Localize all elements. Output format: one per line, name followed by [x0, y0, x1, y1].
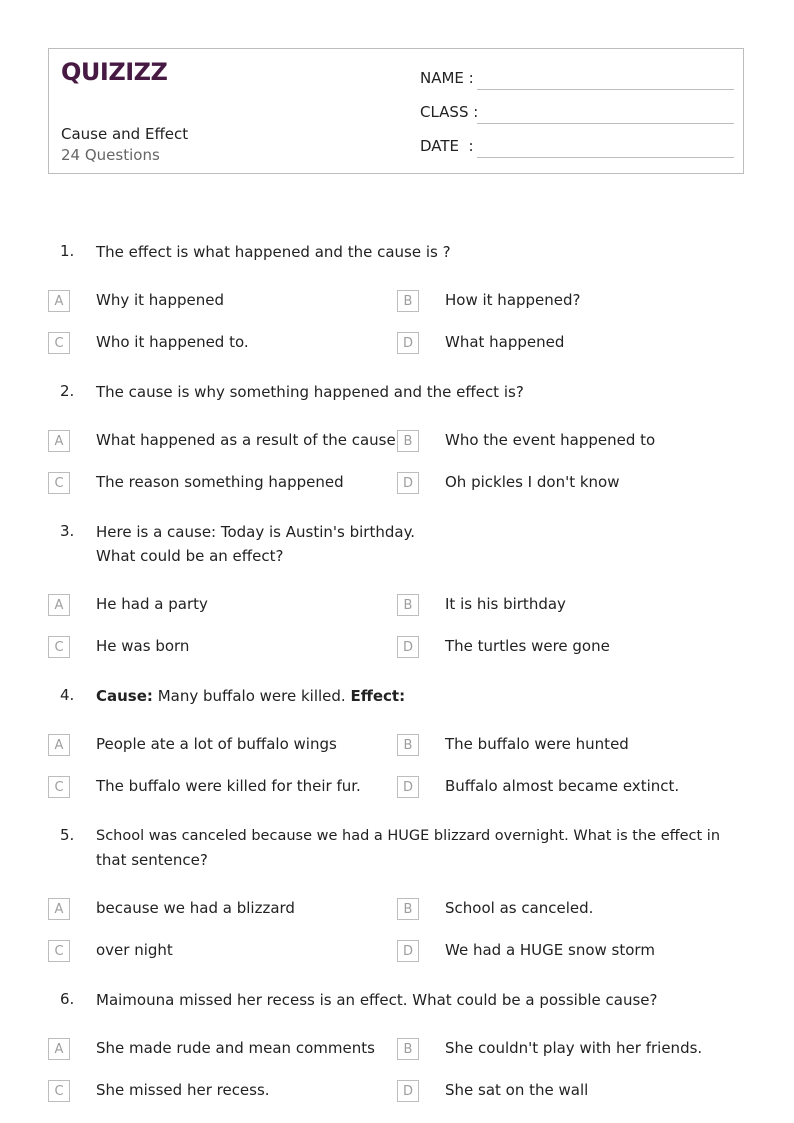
question-text-line-2: that sentence?: [96, 851, 208, 869]
option-text: School as canceled.: [445, 899, 594, 917]
option-letter: D: [397, 940, 419, 962]
option-letter: C: [48, 1080, 70, 1102]
option-letter: B: [397, 594, 419, 616]
option-text: What happened: [445, 333, 565, 351]
option-text: It is his birthday: [445, 595, 566, 613]
option-text: Who the event happened to: [445, 431, 656, 449]
question-number: 4.: [60, 686, 75, 704]
question-number: 3.: [60, 522, 75, 540]
option-text: How it happened?: [445, 291, 581, 309]
option-letter: C: [48, 332, 70, 354]
option-letter: B: [397, 1038, 419, 1060]
option-letter: A: [48, 430, 70, 452]
name-label: NAME :: [420, 69, 474, 87]
class-label: CLASS :: [420, 103, 479, 121]
option-letter: B: [397, 898, 419, 920]
worksheet-header: [48, 48, 744, 174]
option-letter: B: [397, 734, 419, 756]
option-text: People ate a lot of buffalo wings: [96, 735, 337, 753]
name-line[interactable]: [477, 89, 734, 90]
question-text: [96, 684, 736, 708]
option-text: because we had a blizzard: [96, 899, 295, 917]
option-letter: A: [48, 734, 70, 756]
option-letter: A: [48, 898, 70, 920]
option-text: He was born: [96, 637, 190, 655]
worksheet-title: Cause and Effect: [61, 125, 189, 143]
date-label: DATE :: [420, 137, 474, 155]
option-letter: D: [397, 636, 419, 658]
option-letter: C: [48, 472, 70, 494]
option-letter: D: [397, 332, 419, 354]
option-text: Buffalo almost became extinct.: [445, 777, 680, 795]
name-field[interactable]: [420, 69, 734, 91]
cause-label: Cause:: [96, 687, 153, 705]
option-letter: B: [397, 290, 419, 312]
option-letter: D: [397, 472, 419, 494]
class-field[interactable]: [420, 103, 734, 125]
question-count: 24 Questions: [61, 146, 160, 164]
question-text: The effect is what happened and the cause is ?: [96, 243, 451, 261]
quizizz-logo: QUIZIZZ: [61, 58, 168, 86]
option-text: The buffalo were hunted: [445, 735, 629, 753]
option-text: The turtles were gone: [445, 637, 610, 655]
option-letter: C: [48, 776, 70, 798]
option-text: We had a HUGE snow storm: [445, 941, 655, 959]
option-letter: C: [48, 636, 70, 658]
option-letter: A: [48, 1038, 70, 1060]
option-text: Why it happened: [96, 291, 225, 309]
option-text: She missed her recess.: [96, 1081, 270, 1099]
question-number: 5.: [60, 826, 75, 844]
option-text: Oh pickles I don't know: [445, 473, 620, 491]
option-letter: A: [48, 290, 70, 312]
option-text: She couldn't play with her friends.: [445, 1039, 703, 1057]
question-text-middle: Many buffalo were killed.: [152, 687, 351, 705]
date-field[interactable]: [420, 137, 734, 159]
question-text-line-2: What could be an effect?: [96, 547, 284, 565]
question-text: The cause is why something happened and the effect is?: [96, 383, 524, 401]
option-letter: A: [48, 594, 70, 616]
question-number: 1.: [60, 242, 75, 260]
option-text: What happened as a result of the cause: [96, 431, 396, 449]
option-text: She sat on the wall: [445, 1081, 589, 1099]
class-line[interactable]: [477, 123, 734, 124]
question-number: 6.: [60, 990, 75, 1008]
option-text: She made rude and mean comments: [96, 1039, 375, 1057]
effect-label: Effect:: [350, 687, 406, 705]
question-number: 2.: [60, 382, 75, 400]
option-text: The reason something happened: [96, 473, 344, 491]
question-text-line-1: Here is a cause: Today is Austin's birthday.: [96, 523, 416, 541]
question-text: Maimouna missed her recess is an effect. What could be a possible cause?: [96, 991, 658, 1009]
option-text: The buffalo were killed for their fur.: [96, 777, 361, 795]
option-text: He had a party: [96, 595, 208, 613]
date-line[interactable]: [477, 157, 734, 158]
option-letter: D: [397, 1080, 419, 1102]
option-letter: D: [397, 776, 419, 798]
question-text-line-1: School was canceled because we had a HUGE blizzard overnight. What is the effect in: [96, 828, 721, 844]
option-letter: C: [48, 940, 70, 962]
option-letter: B: [397, 430, 419, 452]
option-text: over night: [96, 941, 173, 959]
option-text: Who it happened to.: [96, 333, 249, 351]
